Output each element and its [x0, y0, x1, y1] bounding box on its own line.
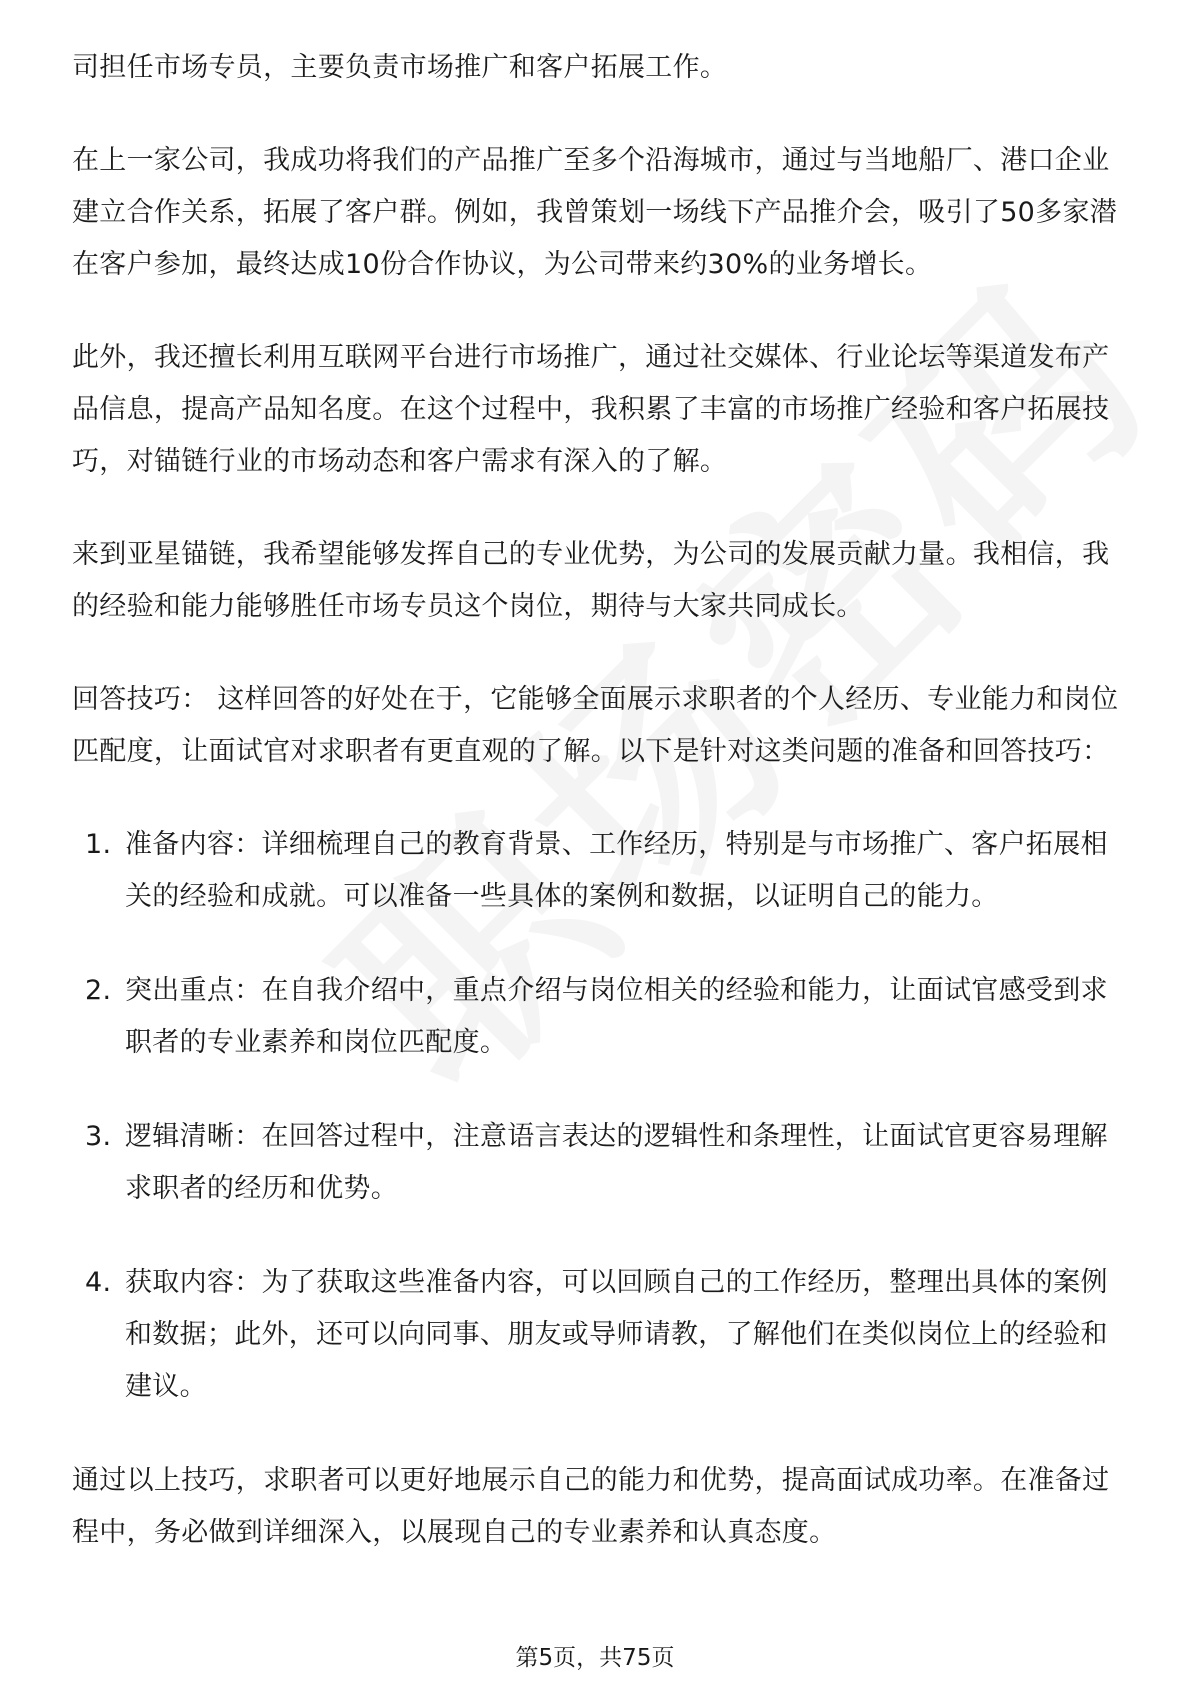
list-item-text: 获取内容：为了获取这些准备内容，可以回顾自己的工作经历，整理出具体的案例和数据；此外，还可以向同事、朋友或导师请教，了解他们在类似岗位上的经验和建议。	[125, 1267, 1108, 1402]
list-item-text: 逻辑清晰：在回答过程中，注意语言表达的逻辑性和条理性，让面试官更容易理解求职者的经历和优势。	[125, 1121, 1108, 1204]
paragraph-1: 司担任市场专员，主要负责市场推广和客户拓展工作。	[72, 52, 728, 83]
paragraph-2: 在上一家公司，我成功将我们的产品推广至多个沿海城市，通过与当地船厂、港口企业建立合作关系，拓展了客户群。例如，我曾策划一场线下产品推介会，吸引了50多家潜在客户参加，最终达成10份合作协议，为公司带来约30%的业务增长。	[72, 145, 1118, 280]
tips-list	[72, 819, 1122, 1413]
list-item	[72, 965, 1122, 1069]
list-item-number: 2.	[85, 975, 112, 1006]
list-item-text: 突出重点：在自我介绍中，重点介绍与岗位相关的经验和能力，让面试官感受到求职者的专业素养和岗位匹配度。	[125, 975, 1108, 1058]
answer-tips-intro: 回答技巧： 这样回答的好处在于，它能够全面展示求职者的个人经历、专业能力和岗位匹配度，让面试官对求职者有更直观的了解。以下是针对这类问题的准备和回答技巧：	[72, 684, 1119, 767]
list-item-number: 4.	[85, 1267, 112, 1298]
page-number: 第5页，共75页	[515, 1645, 675, 1671]
paragraph-3: 此外，我还擅长利用互联网平台进行市场推广，通过社交媒体、行业论坛等渠道发布产品信息，提高产品知名度。在这个过程中，我积累了丰富的市场推广经验和客户拓展技巧，对锚链行业的市场动态和客户需求有深入的了解。	[72, 342, 1110, 477]
closing-paragraph: 通过以上技巧，求职者可以更好地展示自己的能力和优势，提高面试成功率。在准备过程中，务必做到详细深入，以展现自己的专业素养和认真态度。	[72, 1465, 1110, 1548]
list-item-text: 准备内容：详细梳理自己的教育背景、工作经历，特别是与市场推广、客户拓展相关的经验和成就。可以准备一些具体的案例和数据，以证明自己的能力。	[125, 829, 1108, 912]
list-item	[72, 819, 1122, 923]
list-item-number: 1.	[85, 829, 112, 860]
document-body	[72, 42, 1122, 1600]
list-item-number: 3.	[85, 1121, 112, 1152]
list-item	[72, 1257, 1122, 1413]
paragraph-4: 来到亚星锚链，我希望能够发挥自己的专业优势，为公司的发展贡献力量。我相信，我的经验和能力能够胜任市场专员这个岗位，期待与大家共同成长。	[72, 539, 1110, 622]
list-item	[72, 1111, 1122, 1215]
